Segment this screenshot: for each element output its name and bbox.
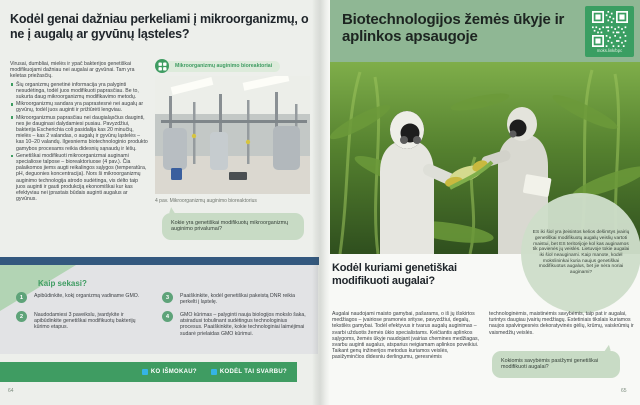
question-bubble-right: Kokiomis savybėmis pasižymi genetiškai modifikuoti augalai? — [492, 351, 620, 378]
bullet-item: Mikroorganizmų sandara yra paprastesnė nei augalų ar gyvūnų, todėl juos auginti ir prižiūrėti lengviau. — [10, 101, 148, 113]
qr-code — [592, 11, 628, 47]
ko-ismokau-label: KO IŠMOKAU? — [150, 369, 197, 375]
task-number-badge: 4 — [162, 311, 173, 322]
task-item: Naudodamiesi 3 paveikslu, įvardykite ir apibūdinkite genetiškai modifikuotų bakterijų kūrimo etapus. — [34, 312, 136, 331]
left-body-text — [10, 61, 148, 203]
footer-action-bar — [0, 362, 297, 382]
figure-caption: 4 pav. Mikroorganizmų auginimo bioreaktorius — [155, 198, 257, 204]
es-info-bubble — [521, 193, 640, 313]
intro-paragraph: Virusai, dumbliai, mielės ir ypač bakterijos genetiškai modifikuojami dažniau nei augalai ar gyvūnai. Tam yra keletas priežasčių. — [10, 61, 135, 80]
section-text-column-1: Augalai naudojami maisto gamybai, pašarams, o iš jų išskirtos medžiagos – įvairiose pramonės srityse, pavyzdžiui, degalų, tekstilės gamybai. Todėl efektyvus ir tvarus augalų auginimas – svarbi užduotis žemės ūkio specialistams. Keičiantis aplinkos sąlygoms, žemės ūkyje naudojant įvairias chemines medžiagas, svarbu auginti augalus, atsparius neigiamam aplinkos poveikiui. Taikant genų inžinerijos metodus kuriamos veislės, pasižyminčios didesniu derlingumu, geresnėmis — [332, 311, 480, 361]
task-item: Paaiškinkite, kodėl genetiškai pakeistą DNR reikia perkelti į ląstelę. — [180, 293, 296, 306]
task-number-badge: 2 — [16, 311, 27, 322]
video-link-pill[interactable] — [155, 59, 280, 73]
cyan-square-icon — [211, 369, 217, 375]
bioreactor-photo — [155, 76, 310, 194]
task-number-badge: 3 — [162, 292, 173, 303]
task-item: Apibūdinkite, kokį organizmą vadiname GMO. — [34, 293, 140, 299]
video-icon — [155, 59, 169, 73]
qr-caption: moks.link/bpc — [596, 47, 623, 53]
chapter-title: Biotechnologijos žemės ūkyje ir aplinkos apsaugoje — [342, 11, 565, 46]
ko-ismokau-button[interactable] — [142, 369, 197, 375]
bullet-item: Genetiškai modifikuoti mikroorganizmai auginami specialiose talpose – bioreaktoriuose (4 pav.). Čia palaikomos jiems augti reikalingos sąlygos (temperatūra, pH, deguonies koncentracija). Nors ši mikroorganizmų auginimo technologija atrodo sudėtinga, vis dėlto taip juos auginti ir gauti produkciją ekonomiškai kur kas efektyviau nei įprastais būdais auginti augalus ar gyvūnus. — [10, 153, 148, 203]
section-divider-bar — [0, 257, 319, 265]
kodel-tai-svarbu-button[interactable] — [211, 369, 287, 375]
bullet-item: Mikroorganizmus paprasčiau nei daugialąsčius dauginti, nes jie dauginasi dalydamiesi pusiau. Pavyzdžiui, bakterija Escherichia coli pasidalija kas 20 minučių, mielės – kas 2 valandas, o augalų ir gyvūnų ląstelės – kas 10–20 valandų. Ilgesniems biotechnologinio produkto gamybos procesams reikia didesnių sąnaudų ir lėšų. — [10, 115, 148, 152]
video-pill-label: Mikroorganizmų auginimo bioreaktoriai — [163, 61, 280, 72]
reason-bullet-list — [10, 82, 148, 203]
page-number-right: 65 — [621, 388, 627, 394]
left-page-title: Kodėl genai dažniau perkeliami į mikroorganizmų, o ne į augalų ar gyvūnų ląsteles? — [10, 12, 309, 41]
section-text-column-2: technologinėmis, maistinėmis savybėmis, taip pat ir augalai, turintys daugiau įvairių medžiagų. Estetiniais tikslais kuriamos naujos spalvingesnės dekoratyvinės gėlių, krūmų, vaiskrūmių ir vaismedžių veislės. — [489, 311, 634, 336]
cyan-square-icon — [142, 369, 148, 375]
bullet-item: Šių organizmų genetinė informacija yra palyginti nesudėtinga, todėl juos modifikuoti paprasčiau. Be to, sukurta daug mikroorganizmų modifikavimo metodų. — [10, 82, 148, 101]
task-item: GMO kūrimas – palyginti nauja biologijos mokslo šaka, atsiradusi tobulinant sudėtingus technologinius procesus. Paaiškinkite, kokie technologiniai laimėjimai sudarė prielaidas GMO kūrimui. — [180, 312, 306, 337]
qr-code-panel[interactable] — [585, 6, 634, 57]
page-number-left: 64 — [8, 388, 14, 394]
section-heading: Kodėl kuriami genetiškai modifikuoti augalai? — [332, 262, 457, 287]
question-bubble-left: Kokie yra genetiškai modifikuotų mikroorganizmų auginimo privalumai? — [162, 213, 304, 240]
kodel-tai-svarbu-label: KODĖL TAI SVARBU? — [219, 369, 287, 375]
es-info-text: ES iki šiol yra įteisintos kelios dešimtys įvairių genetiškai modifikuotų augalų veislių vartoti maistui, bet ES teritorijoje kol kas auginamos tik pavienės jų veislės. Lietuvoje tokie augalai iki šiol neauginami. Kaip manote, kodėl mokslininkai kuria naujus genetiškai modifikuotus augalus, bet jie nėra noriai auginami? — [532, 230, 630, 276]
panel-corner-decoration — [0, 265, 76, 311]
kaip-sekasi-title: Kaip sekasi? — [38, 279, 87, 288]
task-number-badge: 1 — [16, 292, 27, 303]
